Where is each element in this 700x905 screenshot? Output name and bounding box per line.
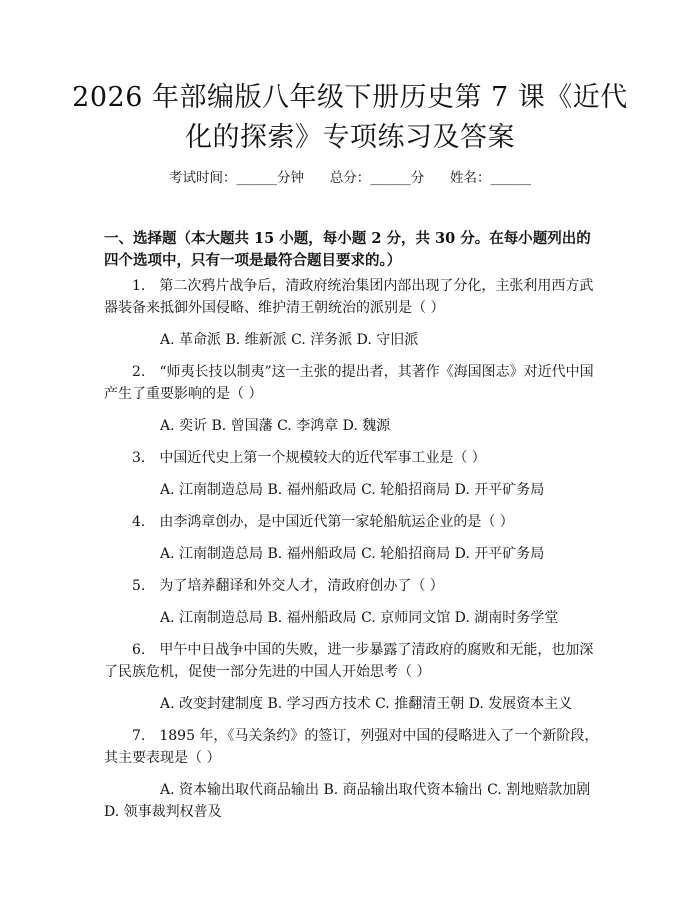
question-options: A. 奕䜣 B. 曾国藩 C. 李鸿章 D. 魏源: [160, 418, 391, 434]
question-options: A. 革命派 B. 维新派 C. 洋务派 D. 守旧派: [160, 332, 419, 348]
question-options: A. 江南制造总局 B. 福州船政局 C. 轮船招商局 D. 开平矿务局: [160, 482, 545, 498]
question-options: A. 江南制造总局 B. 福州船政局 C. 轮船招商局 D. 开平矿务局: [160, 546, 545, 562]
question-stem: 3. 中国近代史上第一个规模较大的近代军事工业是（ ）: [132, 450, 486, 466]
question-stem: 5. 为了培养翻译和外交人才，清政府创办了（ ）: [132, 578, 444, 594]
document-title: [60, 78, 640, 158]
question-stem: 6. 甲午中日战争中国的失败，进一步暴露了清政府的腐败和无能，也加深了民族危机，促使一部分先进的中国人开始思考（ ）: [104, 642, 594, 680]
question-stem: 7. 1895 年，《马关条约》的签订，列强对中国的侵略进入了一个新阶段，其主要表现是（ ）: [104, 728, 599, 766]
title-line-1: 2026 年部编版八年级下册历史第 7 课《近代: [72, 82, 628, 113]
question-stem: 4. 由李鸿章创办，是中国近代第一家轮船航运企业的是（ ）: [132, 514, 514, 530]
question-list: [104, 275, 604, 823]
title-line-2: 化的探索》专项练习及答案: [185, 122, 515, 153]
question-stem: 2. “师夷长技以制夷”这一主张的提出者，其著作《海国图志》对近代中国产生了重要影响的是（ ）: [104, 364, 594, 402]
question-options: A. 改变封建制度 B. 学习西方技术 C. 推翻清王朝 D. 发展资本主义: [160, 696, 573, 712]
question-options: A. 资本输出取代商品输出 B. 商品输出取代资本输出 C. 割地赔款加剧 D. 领事裁判权普及: [104, 782, 591, 820]
section-heading: 一、选择题（本大题共 15 小题，每小题 2 分，共 30 分。在每小题列出的四个选项中，只有一项是最符合题目要求的。）: [104, 230, 591, 269]
exam-info: 考试时间：______分钟 总分：______分 姓名：______: [169, 170, 531, 186]
question-options: A. 江南制造总局 B. 福州船政局 C. 京师同文馆 D. 湖南时务学堂: [160, 610, 559, 626]
question-stem: 1. 第二次鸦片战争后，清政府统治集团内部出现了分化，主张利用西方武器装备来抵御外国侵略、维护清王朝统治的派别是（ ）: [104, 278, 594, 316]
